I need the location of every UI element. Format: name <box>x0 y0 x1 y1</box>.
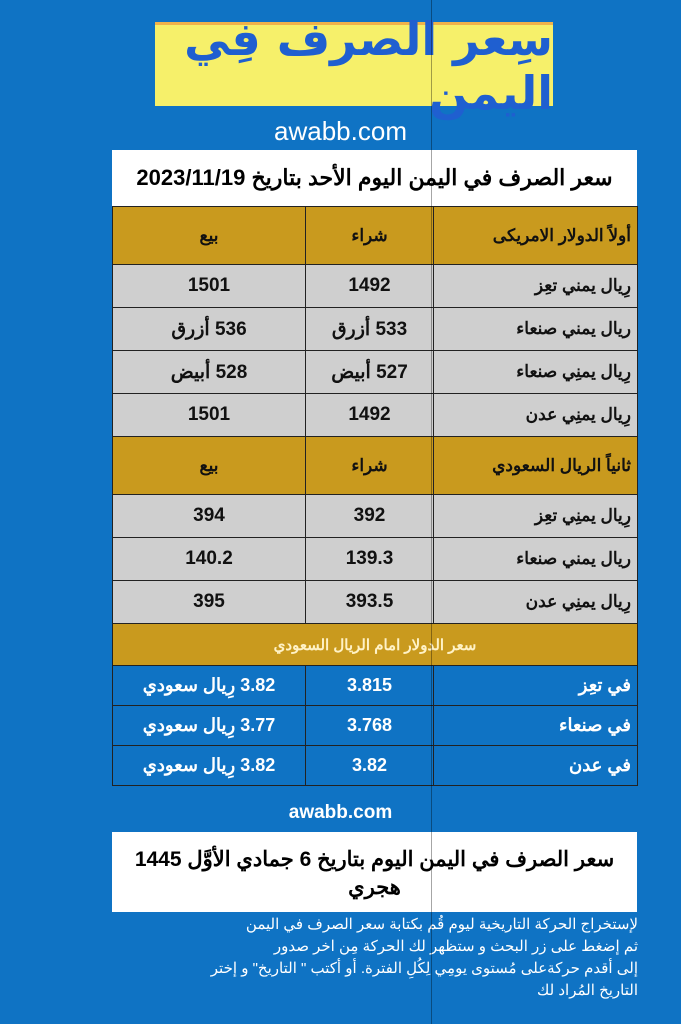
row-sell: 3.82 رِيال سعودي <box>113 746 306 786</box>
row-buy: 3.768 <box>306 706 434 746</box>
sar-header-row <box>113 437 638 495</box>
center-divider-line <box>431 0 432 1024</box>
note-line: ثم إضغط على زر البحث و ستظهر لك الحركة مِن اخر صدور <box>273 938 638 955</box>
usd-section-title: أولاً الدولار الامريكى <box>434 207 638 265</box>
row-sell: 394 <box>113 495 306 538</box>
row-buy: 392 <box>306 495 434 538</box>
table-row <box>113 351 638 394</box>
note-line: التاريخ المُراد لك <box>536 982 638 999</box>
table-row <box>113 538 638 581</box>
row-sell: 3.82 رِيال سعودي <box>113 666 306 706</box>
table-row <box>113 265 638 308</box>
row-buy: 1492 <box>306 265 434 308</box>
row-sell: 528 أبيض <box>113 351 306 394</box>
usd-buy-label: شراء <box>306 207 434 265</box>
rates-table <box>112 206 638 786</box>
sar-buy-label: شراء <box>306 437 434 495</box>
table-row <box>113 746 638 786</box>
row-city: في تعِز <box>434 666 638 706</box>
usd-sar-section-title: سعر الدولار امام الريال السعودي <box>113 624 638 666</box>
row-city: ريال يمني صنعاء <box>434 308 638 351</box>
row-sell: 1501 <box>113 265 306 308</box>
title-banner <box>155 11 553 120</box>
row-buy: 1492 <box>306 394 434 437</box>
sar-sell-label: بيع <box>113 437 306 495</box>
row-buy: 393.5 <box>306 581 434 624</box>
row-sell: 395 <box>113 581 306 624</box>
sar-section-title: ثانياً الريال السعودي <box>434 437 638 495</box>
row-city: ريال يمني صنعاء <box>434 538 638 581</box>
table-row <box>113 706 638 746</box>
row-sell: 3.77 رِيال سعودي <box>113 706 306 746</box>
usd-sar-header-row <box>113 624 638 666</box>
site-url-bottom[interactable]: awabb.com <box>288 802 393 823</box>
site-url-top[interactable]: awabb.com <box>274 116 407 146</box>
row-city: رِيال يمنِي عدن <box>434 581 638 624</box>
row-buy: 533 أزرق <box>306 308 434 351</box>
row-city: رِيال يمنِي صنعاء <box>434 351 638 394</box>
hijri-date-header: سعر الصرف في اليمن اليوم بتاريخ 6 جمادي الأوَّل 1445 هجري <box>112 832 637 912</box>
row-city: في صنعاء <box>434 706 638 746</box>
row-sell: 536 أزرق <box>113 308 306 351</box>
row-city: رِيال يمني تعِز <box>434 265 638 308</box>
table-row <box>113 581 638 624</box>
usd-header-row <box>113 207 638 265</box>
row-buy: 3.815 <box>306 666 434 706</box>
row-city: رِيال يمنِي تعِز <box>434 495 638 538</box>
table-row <box>113 495 638 538</box>
usd-sell-label: بيع <box>113 207 306 265</box>
row-city: رِيال يمنِي عدن <box>434 394 638 437</box>
row-sell: 140.2 <box>113 538 306 581</box>
table-row <box>113 666 638 706</box>
note-line: إلى أقدم حركةعلى مُستوى يومِي لِكُلِ الفترة. أو أكتب " التاريخ" و إختر <box>210 960 638 977</box>
table-row <box>113 394 638 437</box>
row-buy: 3.82 <box>306 746 434 786</box>
row-buy: 139.3 <box>306 538 434 581</box>
row-city: في عدن <box>434 746 638 786</box>
note-line: لإستخراج الحركة التاريخية ليوم قُم بكتابة سعر الصرف في اليمن <box>245 916 638 933</box>
banner-title: سِعر الصرف فِي اليمن <box>184 11 553 120</box>
gregorian-date-header: سعر الصرف في اليمن اليوم الأحد بتاريخ 2023/11/19 <box>112 150 637 206</box>
table-row <box>113 308 638 351</box>
instructions-note <box>200 914 638 1002</box>
row-buy: 527 أبيض <box>306 351 434 394</box>
row-sell: 1501 <box>113 394 306 437</box>
